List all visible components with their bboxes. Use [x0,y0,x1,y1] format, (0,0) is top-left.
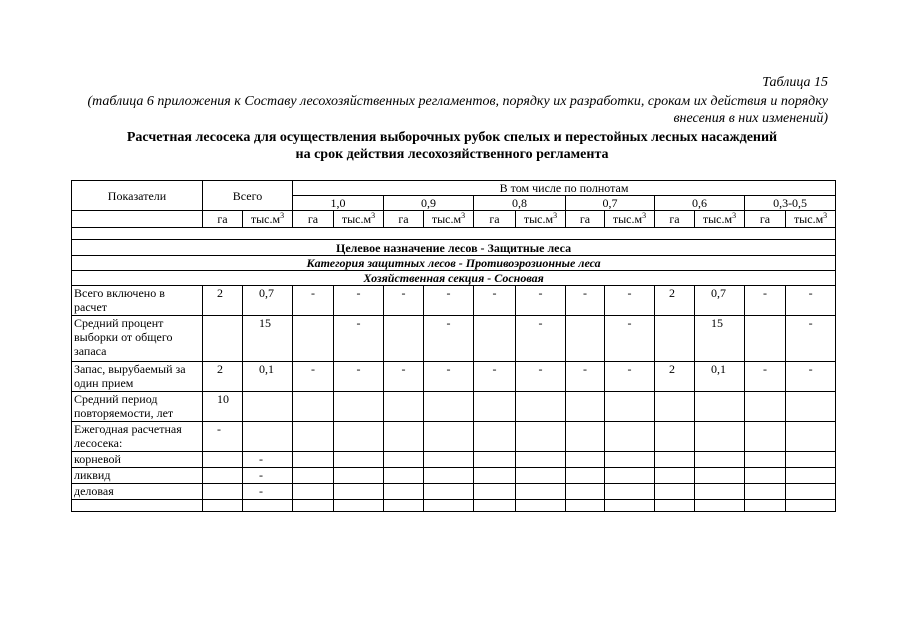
table-cell: - [424,316,474,362]
table-cell [474,468,516,484]
table-cell: - [474,286,516,316]
table-cell [605,484,655,500]
table-number: Таблица 15 [762,75,828,90]
table-cell [786,452,836,468]
table-cell [334,452,384,468]
table-cell [745,316,786,362]
table-cell [293,392,334,422]
table-cell [293,422,334,452]
header-density-1: 0,9 [384,196,474,211]
table-cell [786,422,836,452]
table-cell-empty [203,500,243,512]
header-density-0: 1,0 [293,196,384,211]
header-density-4: 0,6 [655,196,745,211]
table-cell: - [786,286,836,316]
unit-thousand-m3-text: тыс.м [702,212,733,226]
table-cell: - [293,362,334,392]
table-cell [243,422,293,452]
table-cell [384,422,424,452]
table-cell [566,452,605,468]
header-row-1 [72,181,836,196]
section-purpose: Целевое назначение лесов - Защитные леса [72,240,836,256]
section-economic-row [72,271,836,286]
table-cell: - [745,286,786,316]
unit-thousand-m3-0 [243,211,293,228]
table-cell: 15 [243,316,293,362]
table-row [72,316,836,362]
table-cell [566,484,605,500]
table-cell [474,392,516,422]
table-cell-empty [745,500,786,512]
table-cell: 15 [695,316,745,362]
table-row [72,286,836,316]
table-cell: - [474,362,516,392]
row-label: ликвид [72,468,203,484]
table-cell [655,452,695,468]
unit-thousand-m3-6 [786,211,836,228]
table-cell [516,392,566,422]
table-title-line-2: на срок действия лесохозяйственного регламента [295,147,609,162]
unit-cell-blank [72,211,203,228]
table-title [60,129,844,163]
table-cell [605,452,655,468]
table-cell: - [516,362,566,392]
table-cell [655,422,695,452]
table-cell-empty [384,500,424,512]
unit-ha-6: га [745,211,786,228]
unit-ha-3: га [474,211,516,228]
unit-thousand-m3-2 [424,211,474,228]
table-cell [745,422,786,452]
unit-thousand-m3-text: тыс.м [612,212,643,226]
table-cell [293,452,334,468]
table-cell [745,452,786,468]
table-cell [293,484,334,500]
table-cell [424,392,474,422]
header-by-density: В том числе по полнотам [293,181,836,196]
table-cell: - [516,316,566,362]
table-cell [745,484,786,500]
unit-thousand-m3-1 [334,211,384,228]
table-cell: - [203,422,243,452]
unit-thousand-m3-text: тыс.м [431,212,462,226]
table-cell: 0,1 [243,362,293,392]
table-cell: 10 [203,392,243,422]
table-cell-empty [293,500,334,512]
table-cell: - [293,286,334,316]
unit-ha-5: га [655,211,695,228]
unit-superscript: 3 [732,211,737,220]
table-cell-empty [424,500,474,512]
unit-thousand-m3-5 [695,211,745,228]
table-cell [786,468,836,484]
header-density-2: 0,8 [474,196,566,211]
table-cell: - [745,362,786,392]
table-cell-empty [566,500,605,512]
table-cell [695,422,745,452]
table-cell: - [786,316,836,362]
table-cell-empty [334,500,384,512]
table-subtitle: (таблица 6 приложения к Составу лесохозяйственных регламентов, порядку их разработки, срокам их действия и порядку внесения в них изменений) [87,94,828,126]
table-cell [786,484,836,500]
table-cell: - [334,316,384,362]
table-cell: - [384,362,424,392]
row-label: Всего включено в расчет [72,286,203,316]
table-cell [203,468,243,484]
table-cell [474,316,516,362]
table-cell: - [424,286,474,316]
table-cell [655,484,695,500]
table-cell: - [243,484,293,500]
table-cell [695,484,745,500]
unit-thousand-m3-text: тыс.м [793,212,824,226]
table-title-line-1: Расчетная лесосека для осуществления выборочных рубок спелых и перестойных лесных насаждений [126,130,778,145]
table-cell: 0,7 [243,286,293,316]
table-cell [786,392,836,422]
table-cell-empty [243,500,293,512]
section-category-row [72,256,836,271]
table-cell [745,468,786,484]
table-row [72,422,836,452]
table-cell [474,422,516,452]
table-cell: - [243,452,293,468]
table-cell-empty [516,500,566,512]
table-row-empty [72,500,836,512]
table-row [72,452,836,468]
table-cell [695,452,745,468]
unit-superscript: 3 [823,211,828,220]
table-cell [566,392,605,422]
table-cell [605,392,655,422]
row-label: Средний период повторяемости, лет [72,392,203,422]
table-cell [516,422,566,452]
table-cell: - [516,286,566,316]
table-cell [695,468,745,484]
spacer-cell [72,228,836,240]
section-economic: Хозяйственная секция - Сосновая [72,271,836,286]
table-cell [566,316,605,362]
table-cell: 2 [655,286,695,316]
row-label: деловая [72,484,203,500]
table-row [72,362,836,392]
table-cell-empty [605,500,655,512]
table-cell [424,452,474,468]
table-cell [334,392,384,422]
table-cell-empty [474,500,516,512]
table-cell: 2 [203,286,243,316]
table-cell: - [566,286,605,316]
table-cell [334,484,384,500]
table-cell [384,392,424,422]
header-density-3: 0,7 [566,196,655,211]
unit-thousand-m3-text: тыс.м [523,212,554,226]
table-cell: - [605,362,655,392]
table-cell [293,468,334,484]
table-cell [474,484,516,500]
table-cell: - [424,362,474,392]
table-cell-empty [695,500,745,512]
table-cell: 0,7 [695,286,745,316]
table-cell [474,452,516,468]
table-cell [384,316,424,362]
unit-superscript: 3 [461,211,466,220]
header-total: Всего [203,181,293,211]
table-cell [516,468,566,484]
unit-superscript: 3 [371,211,376,220]
table-cell [424,422,474,452]
table-cell [293,316,334,362]
table-cell [334,468,384,484]
table-cell: - [786,362,836,392]
table-cell [243,392,293,422]
table-cell [655,392,695,422]
table-cell [516,484,566,500]
table-cell [605,422,655,452]
table-cell [203,452,243,468]
table-cell [203,316,243,362]
table-cell [203,484,243,500]
table-cell: - [566,362,605,392]
table-cell [745,392,786,422]
table-cell [605,468,655,484]
table-cell [384,468,424,484]
table-cell [695,392,745,422]
row-label: корневой [72,452,203,468]
table-cell: - [243,468,293,484]
unit-ha-4: га [566,211,605,228]
cutting-area-table [71,180,836,512]
table-cell: - [334,286,384,316]
table-row [72,392,836,422]
table-cell: - [334,362,384,392]
unit-thousand-m3-text: тыс.м [341,212,372,226]
section-purpose-row [72,240,836,256]
table-cell-empty [72,500,203,512]
table-row [72,468,836,484]
spacer-row [72,228,836,240]
table-cell: - [605,316,655,362]
row-label: Средний процент выборки от общего запаса [72,316,203,362]
unit-ha-0: га [203,211,243,228]
header-density-5: 0,3-0,5 [745,196,836,211]
unit-ha-2: га [384,211,424,228]
table-cell [566,468,605,484]
section-category: Категория защитных лесов - Противоэрозионные леса [72,256,836,271]
table-cell [424,468,474,484]
row-label: Запас, вырубаемый за один прием [72,362,203,392]
header-units-row [72,211,836,228]
unit-thousand-m3-text: тыс.м [250,212,281,226]
table-cell [655,316,695,362]
table-cell: 0,1 [695,362,745,392]
table-cell [566,422,605,452]
unit-thousand-m3-3 [516,211,566,228]
table-cell-empty [655,500,695,512]
table-cell [334,422,384,452]
table-cell: - [384,286,424,316]
unit-superscript: 3 [553,211,558,220]
unit-superscript: 3 [642,211,647,220]
table-cell [516,452,566,468]
table-cell: 2 [655,362,695,392]
table-cell [384,484,424,500]
table-cell-empty [786,500,836,512]
table-row [72,484,836,500]
table-cell [655,468,695,484]
table-cell: - [605,286,655,316]
table-cell: 2 [203,362,243,392]
table-cell [424,484,474,500]
unit-thousand-m3-4 [605,211,655,228]
table-cell [384,452,424,468]
unit-superscript: 3 [280,211,285,220]
unit-ha-1: га [293,211,334,228]
row-label: Ежегодная расчетная лесосека: [72,422,203,452]
header-indicator: Показатели [72,181,203,211]
